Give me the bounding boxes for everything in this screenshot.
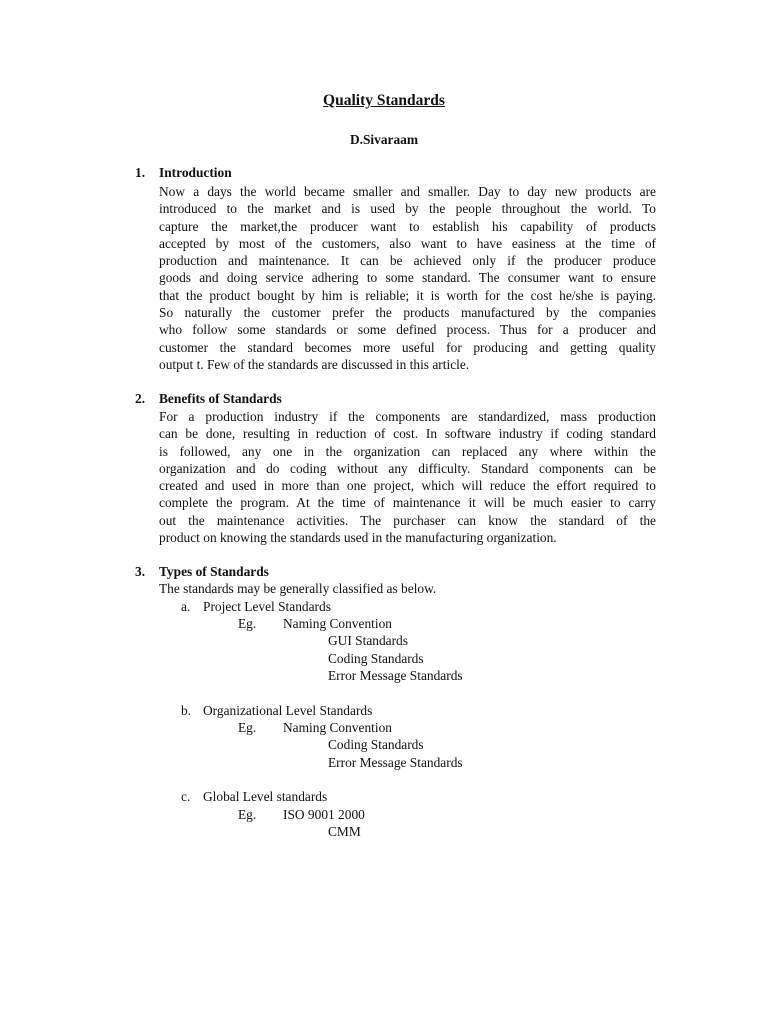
paragraph-line: For a production industry if the components are standardized, mass production: [159, 409, 656, 424]
section-3-heading: Types of Standards: [159, 564, 269, 579]
paragraph-line: is followed, any one in the organization can replaced any where within the: [159, 443, 656, 459]
standard-type-label: Organizational Level Standards: [203, 703, 373, 718]
section-2-heading: Benefits of Standards: [159, 391, 282, 406]
paragraph-line: So naturally the customer prefer the products manufactured by the companies: [159, 305, 656, 321]
paragraph-line: production and maintenance. It can be achieved only if the producer produce: [159, 253, 656, 269]
section-1-heading: Introduction: [159, 165, 232, 180]
paragraph-line: Now a days the world became smaller and smaller. Day to day new products are: [159, 184, 656, 199]
example-prefix: Eg.: [238, 616, 257, 631]
example-item: Error Message Standards: [328, 668, 463, 683]
section-3-intro: The standards may be generally classified as below.: [159, 581, 437, 596]
list-letter: b.: [181, 703, 192, 718]
paragraph-line: organization and do coding without any difficulty. Standard components can be: [159, 460, 656, 476]
example-item: ISO 9001 2000: [283, 807, 365, 822]
list-letter: a.: [181, 599, 191, 614]
list-letter: c.: [181, 789, 191, 804]
example-item: Naming Convention: [283, 720, 392, 735]
section-1-paragraph: [159, 183, 656, 373]
section-2-number: 2.: [135, 391, 146, 406]
paragraph-line: product on knowing the standards used in the manufacturing organization.: [159, 530, 557, 546]
example-item: Error Message Standards: [328, 755, 463, 770]
paragraph-line: that the product bought by him is reliable; it is worth for the cost he/she is paying.: [159, 287, 656, 303]
paragraph-line: complete the program. At the time of maintenance it will be much easier to carry: [159, 495, 656, 511]
paragraph-line: customer the standard becomes more useful for producing and getting quality: [159, 339, 656, 355]
example-prefix: Eg.: [238, 720, 257, 735]
example-item: Coding Standards: [328, 737, 424, 752]
paragraph-line: accepted by most of the customers, also want to have easiness at the time of: [159, 235, 656, 251]
example-item: GUI Standards: [328, 633, 408, 648]
paragraph-line: created and used in more than one project, which will reduce the effort required to: [159, 478, 656, 494]
example-item: CMM: [328, 824, 361, 839]
section-3-number: 3.: [135, 564, 146, 579]
example-prefix: Eg.: [238, 807, 257, 822]
standard-type-label: Project Level Standards: [203, 599, 331, 614]
section-2-paragraph: [159, 408, 656, 546]
paragraph-line: who follow some standards or some defined process. Thus for a producer and: [159, 322, 656, 338]
paragraph-line: introduced to the market and is used by the people throughout the world. To: [159, 201, 656, 217]
author-name: D.Sivaraam: [349, 132, 419, 147]
paragraph-line: out the maintenance activities. The purchaser can know the standard of the: [159, 512, 656, 528]
example-item: Naming Convention: [283, 616, 392, 631]
section-1-number: 1.: [135, 165, 146, 180]
standard-type-label: Global Level standards: [203, 789, 328, 804]
paragraph-line: goods and doing service adhering to some standard. The consumer want to ensure: [159, 270, 656, 286]
paragraph-line: capture the market,the producer want to establish his capability of products: [159, 218, 656, 234]
paragraph-line: output t. Few of the standards are discussed in this article.: [159, 356, 470, 372]
example-item: Coding Standards: [328, 651, 424, 666]
paragraph-line: can be done, resulting in reduction of cost. In software industry if coding standard: [159, 426, 656, 442]
page-title: Quality Standards: [323, 92, 445, 109]
